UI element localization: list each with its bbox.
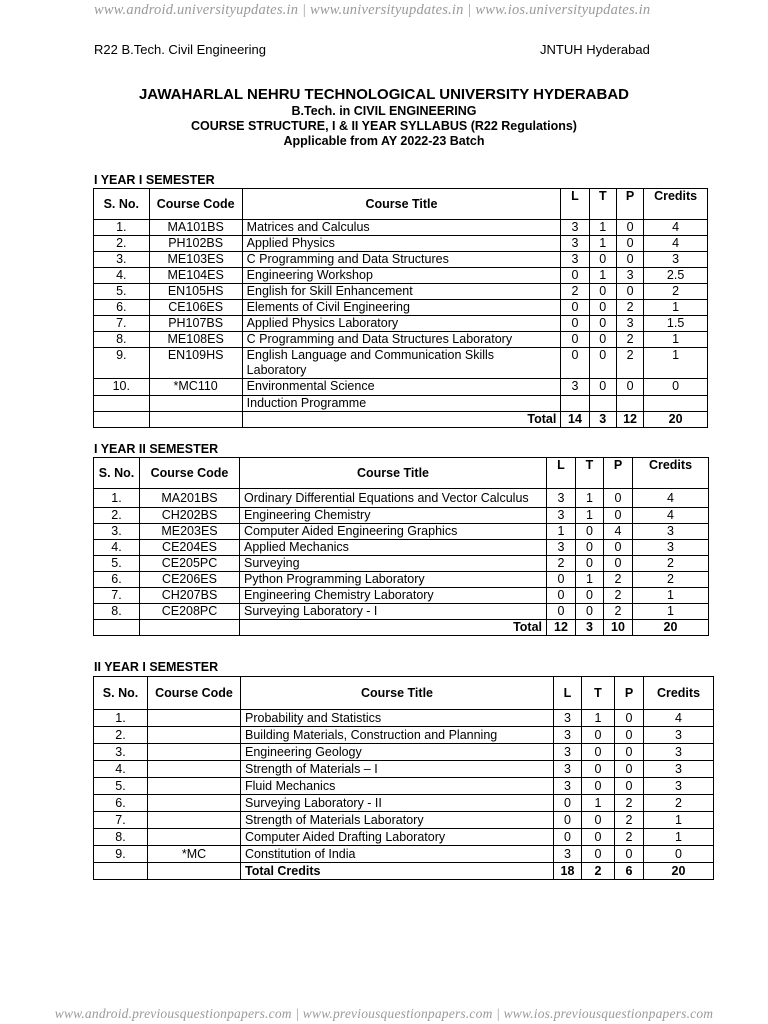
t-header: T xyxy=(582,677,615,710)
row-course-code: ME104ES xyxy=(149,268,242,284)
table-row xyxy=(94,524,709,540)
row-credits: 3 xyxy=(644,761,714,778)
row-credits: 1 xyxy=(644,300,708,316)
title-block xyxy=(0,86,768,149)
row-practical: 2 xyxy=(616,348,643,379)
row-tutorial: 1 xyxy=(582,795,615,812)
row-course-code: PH107BS xyxy=(149,316,242,332)
header-regulation: R22 B.Tech. Civil Engineering xyxy=(94,42,266,57)
row-sno: 5. xyxy=(94,284,150,300)
table-row xyxy=(94,379,708,396)
row-course-title: Surveying xyxy=(240,556,547,572)
table-row xyxy=(94,220,708,236)
table-row xyxy=(94,761,714,778)
row-lecture: 0 xyxy=(547,588,576,604)
row-credits: 1 xyxy=(633,588,709,604)
row-course-code xyxy=(148,812,241,829)
row-course-code xyxy=(148,744,241,761)
row-course-code: CH207BS xyxy=(140,588,240,604)
row-credits: 2.5 xyxy=(644,268,708,284)
row-lecture: 2 xyxy=(561,284,589,300)
row-sno: 9. xyxy=(94,846,148,863)
row-course-title: C Programming and Data Structures xyxy=(242,252,561,268)
row-tutorial: 0 xyxy=(582,829,615,846)
row-practical: 2 xyxy=(615,795,644,812)
row-course-title: Engineering Chemistry xyxy=(240,508,547,524)
row-tutorial: 0 xyxy=(582,744,615,761)
row-tutorial: 0 xyxy=(582,846,615,863)
table-row xyxy=(94,236,708,252)
row-tutorial: 0 xyxy=(576,556,604,572)
total-t: 3 xyxy=(589,412,616,428)
row-course-code: ME203ES xyxy=(140,524,240,540)
total-l: 12 xyxy=(547,620,576,636)
row-lecture: 2 xyxy=(547,556,576,572)
sem3-table xyxy=(93,676,714,880)
total-empty-code xyxy=(148,863,241,880)
row-course-title: Elements of Civil Engineering xyxy=(242,300,561,316)
row-sno xyxy=(94,396,150,412)
row-sno: 1. xyxy=(94,489,140,508)
code-header: Course Code xyxy=(149,189,242,220)
title-header: Course Title xyxy=(241,677,554,710)
row-course-code xyxy=(148,727,241,744)
total-label: Total Credits xyxy=(241,863,554,880)
row-practical: 0 xyxy=(604,540,633,556)
row-practical: 0 xyxy=(616,284,643,300)
row-tutorial: 1 xyxy=(576,489,604,508)
total-credits: 20 xyxy=(644,412,708,428)
row-lecture: 3 xyxy=(561,379,589,396)
row-course-code: EN109HS xyxy=(149,348,242,379)
row-course-title: Environmental Science xyxy=(242,379,561,396)
row-practical: 0 xyxy=(615,761,644,778)
l-header: L xyxy=(547,458,576,489)
row-tutorial: 0 xyxy=(582,727,615,744)
code-header: Course Code xyxy=(148,677,241,710)
table-row xyxy=(94,489,709,508)
row-course-code: EN105HS xyxy=(149,284,242,300)
row-sno: 7. xyxy=(94,588,140,604)
total-empty-sno xyxy=(94,863,148,880)
row-credits: 4 xyxy=(644,236,708,252)
row-sno: 4. xyxy=(94,268,150,284)
row-tutorial xyxy=(589,396,616,412)
total-row xyxy=(94,620,709,636)
row-tutorial: 0 xyxy=(589,284,616,300)
row-tutorial: 0 xyxy=(582,812,615,829)
row-tutorial: 1 xyxy=(576,572,604,588)
table-row xyxy=(94,540,709,556)
row-credits: 1 xyxy=(633,604,709,620)
row-credits: 4 xyxy=(644,710,714,727)
row-practical: 3 xyxy=(616,268,643,284)
row-sno: 3. xyxy=(94,252,150,268)
row-tutorial: 0 xyxy=(589,379,616,396)
watermark-bottom: www.android.previousquestionpapers.com | www.previousquestionpapers.com | www.ios.previousquestionpapers.com xyxy=(54,1006,714,1021)
row-credits: 3 xyxy=(644,778,714,795)
total-empty-code xyxy=(140,620,240,636)
row-sno: 1. xyxy=(94,710,148,727)
total-p: 6 xyxy=(615,863,644,880)
row-course-title: Applied Physics Laboratory xyxy=(242,316,561,332)
row-course-title: Applied Physics xyxy=(242,236,561,252)
row-lecture: 3 xyxy=(547,508,576,524)
row-credits: 4 xyxy=(633,508,709,524)
table-row xyxy=(94,846,714,863)
row-practical: 2 xyxy=(615,812,644,829)
applicable-title: Applicable from AY 2022-23 Batch xyxy=(283,134,485,148)
total-label: Total xyxy=(242,412,561,428)
row-sno: 8. xyxy=(94,332,150,348)
row-tutorial: 1 xyxy=(576,508,604,524)
row-course-code: MA101BS xyxy=(149,220,242,236)
row-credits: 3 xyxy=(644,744,714,761)
row-lecture: 3 xyxy=(561,220,589,236)
sem2-header-row xyxy=(94,458,709,489)
row-lecture: 3 xyxy=(561,252,589,268)
row-tutorial: 1 xyxy=(589,220,616,236)
sem2-table xyxy=(93,457,709,636)
row-tutorial: 0 xyxy=(582,761,615,778)
row-lecture: 3 xyxy=(554,710,582,727)
table-row xyxy=(94,556,709,572)
row-lecture: 0 xyxy=(547,572,576,588)
row-course-code: PH102BS xyxy=(149,236,242,252)
row-course-title: Induction Programme xyxy=(242,396,561,412)
row-sno: 2. xyxy=(94,727,148,744)
row-lecture: 3 xyxy=(554,778,582,795)
row-course-title: Constitution of India xyxy=(241,846,554,863)
table-row xyxy=(94,252,708,268)
row-lecture: 3 xyxy=(554,846,582,863)
program-title: B.Tech. in CIVIL ENGINEERING xyxy=(291,104,477,118)
row-course-title: English Language and Communication Skills Laboratory xyxy=(242,348,561,379)
total-row xyxy=(94,412,708,428)
table-row xyxy=(94,268,708,284)
table-row xyxy=(94,316,708,332)
row-credits: 2 xyxy=(633,556,709,572)
row-credits: 0 xyxy=(644,379,708,396)
total-label: Total xyxy=(240,620,547,636)
row-sno: 2. xyxy=(94,508,140,524)
total-l: 18 xyxy=(554,863,582,880)
row-tutorial: 0 xyxy=(582,778,615,795)
row-lecture xyxy=(561,396,589,412)
row-course-title: English for Skill Enhancement xyxy=(242,284,561,300)
row-course-code xyxy=(148,795,241,812)
row-practical: 0 xyxy=(616,236,643,252)
total-p: 10 xyxy=(604,620,633,636)
table-row xyxy=(94,829,714,846)
row-course-title: Engineering Workshop xyxy=(242,268,561,284)
sem1-table xyxy=(93,188,708,428)
row-course-title: Matrices and Calculus xyxy=(242,220,561,236)
row-credits: 4 xyxy=(644,220,708,236)
row-credits: 3 xyxy=(644,727,714,744)
row-sno: 8. xyxy=(94,829,148,846)
row-credits: 2 xyxy=(644,795,714,812)
table-row xyxy=(94,348,708,379)
row-lecture: 0 xyxy=(547,604,576,620)
row-practical: 2 xyxy=(604,604,633,620)
table-row xyxy=(94,604,709,620)
p-header: P xyxy=(616,189,643,220)
row-lecture: 0 xyxy=(554,829,582,846)
total-credits: 20 xyxy=(644,863,714,880)
t-header: T xyxy=(576,458,604,489)
l-header: L xyxy=(561,189,589,220)
credits-header: Credits xyxy=(644,677,714,710)
row-lecture: 1 xyxy=(547,524,576,540)
row-tutorial: 1 xyxy=(589,268,616,284)
row-credits: 0 xyxy=(644,846,714,863)
row-course-code: CE208PC xyxy=(140,604,240,620)
row-course-title: Surveying Laboratory - I xyxy=(240,604,547,620)
total-l: 14 xyxy=(561,412,589,428)
row-sno: 4. xyxy=(94,761,148,778)
row-sno: 5. xyxy=(94,778,148,795)
table-row xyxy=(94,396,708,412)
row-practical: 3 xyxy=(616,316,643,332)
row-course-title: Computer Aided Drafting Laboratory xyxy=(241,829,554,846)
sem1-header-row xyxy=(94,189,708,220)
row-lecture: 3 xyxy=(547,489,576,508)
row-sno: 3. xyxy=(94,744,148,761)
row-sno: 6. xyxy=(94,300,150,316)
row-course-title: Engineering Chemistry Laboratory xyxy=(240,588,547,604)
row-lecture: 3 xyxy=(547,540,576,556)
total-t: 3 xyxy=(576,620,604,636)
l-header: L xyxy=(554,677,582,710)
table-row xyxy=(94,588,709,604)
row-practical: 0 xyxy=(604,489,633,508)
row-sno: 7. xyxy=(94,316,150,332)
total-empty-sno xyxy=(94,412,150,428)
table-row xyxy=(94,710,714,727)
row-credits: 3 xyxy=(633,540,709,556)
row-practical: 2 xyxy=(604,588,633,604)
row-credits: 3 xyxy=(633,524,709,540)
row-credits: 1 xyxy=(644,332,708,348)
row-credits: 1 xyxy=(644,812,714,829)
total-row xyxy=(94,863,714,880)
row-sno: 7. xyxy=(94,812,148,829)
row-course-code: MA201BS xyxy=(140,489,240,508)
row-course-code xyxy=(148,778,241,795)
row-sno: 5. xyxy=(94,556,140,572)
row-course-code xyxy=(148,710,241,727)
t-header: T xyxy=(589,189,616,220)
sno-header: S. No. xyxy=(94,189,150,220)
row-sno: 2. xyxy=(94,236,150,252)
row-tutorial: 1 xyxy=(582,710,615,727)
row-credits: 2 xyxy=(633,572,709,588)
total-t: 2 xyxy=(582,863,615,880)
total-empty-sno xyxy=(94,620,140,636)
row-tutorial: 0 xyxy=(589,348,616,379)
row-credits xyxy=(644,396,708,412)
row-tutorial: 0 xyxy=(589,332,616,348)
title-header: Course Title xyxy=(240,458,547,489)
row-practical: 0 xyxy=(616,252,643,268)
row-practical: 0 xyxy=(615,710,644,727)
row-sno: 8. xyxy=(94,604,140,620)
title-header: Course Title xyxy=(242,189,561,220)
sem1-label: I YEAR I SEMESTER xyxy=(94,173,215,187)
total-credits: 20 xyxy=(633,620,709,636)
row-lecture: 3 xyxy=(554,727,582,744)
credits-header: Credits xyxy=(644,189,708,220)
row-lecture: 3 xyxy=(561,236,589,252)
row-credits: 3 xyxy=(644,252,708,268)
table-row xyxy=(94,727,714,744)
table-row xyxy=(94,284,708,300)
row-course-code: CE205PC xyxy=(140,556,240,572)
row-practical: 0 xyxy=(604,508,633,524)
row-practical: 0 xyxy=(615,727,644,744)
total-p: 12 xyxy=(616,412,643,428)
university-title: JAWAHARLAL NEHRU TECHNOLOGICAL UNIVERSITY HYDERABAD xyxy=(138,86,630,103)
row-course-title: Strength of Materials – I xyxy=(241,761,554,778)
row-lecture: 0 xyxy=(554,795,582,812)
code-header: Course Code xyxy=(140,458,240,489)
row-lecture: 3 xyxy=(554,744,582,761)
row-practical: 2 xyxy=(616,332,643,348)
header-university: JNTUH Hyderabad xyxy=(540,42,650,57)
row-tutorial: 1 xyxy=(589,236,616,252)
row-course-title: Applied Mechanics xyxy=(240,540,547,556)
table-row xyxy=(94,812,714,829)
row-credits: 1 xyxy=(644,829,714,846)
credits-header: Credits xyxy=(633,458,709,489)
row-tutorial: 0 xyxy=(589,316,616,332)
row-tutorial: 0 xyxy=(589,252,616,268)
row-practical: 2 xyxy=(616,300,643,316)
row-course-code: CE106ES xyxy=(149,300,242,316)
row-course-code: CE206ES xyxy=(140,572,240,588)
row-tutorial: 0 xyxy=(576,588,604,604)
table-row xyxy=(94,795,714,812)
p-header: P xyxy=(615,677,644,710)
row-practical: 2 xyxy=(615,829,644,846)
row-sno: 4. xyxy=(94,540,140,556)
table-row xyxy=(94,508,709,524)
row-practical: 4 xyxy=(604,524,633,540)
sem3-header-row xyxy=(94,677,714,710)
row-sno: 6. xyxy=(94,795,148,812)
row-credits: 1 xyxy=(644,348,708,379)
table-row xyxy=(94,300,708,316)
row-practical: 0 xyxy=(615,846,644,863)
row-course-title: Python Programming Laboratory xyxy=(240,572,547,588)
row-course-title: Strength of Materials Laboratory xyxy=(241,812,554,829)
row-practical xyxy=(616,396,643,412)
row-credits: 4 xyxy=(633,489,709,508)
row-sno: 10. xyxy=(94,379,150,396)
sno-header: S. No. xyxy=(94,677,148,710)
row-lecture: 0 xyxy=(561,348,589,379)
row-course-code: *MC xyxy=(148,846,241,863)
table-row xyxy=(94,744,714,761)
table-row xyxy=(94,572,709,588)
sno-header: S. No. xyxy=(94,458,140,489)
row-practical: 0 xyxy=(616,220,643,236)
sem2-label: I YEAR II SEMESTER xyxy=(94,442,219,456)
row-practical: 0 xyxy=(604,556,633,572)
row-course-title: Engineering Geology xyxy=(241,744,554,761)
sem3-label: II YEAR I SEMESTER xyxy=(94,660,219,674)
row-course-title: Probability and Statistics xyxy=(241,710,554,727)
watermark-top: www.android.universityupdates.in | www.universityupdates.in | www.ios.universityupdates.in xyxy=(94,2,651,18)
row-course-code xyxy=(149,396,242,412)
row-sno: 3. xyxy=(94,524,140,540)
row-course-code: CH202BS xyxy=(140,508,240,524)
row-tutorial: 0 xyxy=(576,604,604,620)
row-course-code: CE204ES xyxy=(140,540,240,556)
row-course-title: Surveying Laboratory - II xyxy=(241,795,554,812)
table-row xyxy=(94,778,714,795)
row-course-title: Building Materials, Construction and Planning xyxy=(241,727,554,744)
row-course-code xyxy=(148,829,241,846)
row-practical: 2 xyxy=(604,572,633,588)
row-lecture: 0 xyxy=(554,812,582,829)
row-course-title: Fluid Mechanics xyxy=(241,778,554,795)
row-tutorial: 0 xyxy=(589,300,616,316)
row-lecture: 3 xyxy=(554,761,582,778)
row-course-title: Computer Aided Engineering Graphics xyxy=(240,524,547,540)
total-empty-code xyxy=(149,412,242,428)
row-practical: 0 xyxy=(615,744,644,761)
table-row xyxy=(94,332,708,348)
row-course-code xyxy=(148,761,241,778)
row-lecture: 0 xyxy=(561,300,589,316)
row-credits: 1.5 xyxy=(644,316,708,332)
row-credits: 2 xyxy=(644,284,708,300)
row-lecture: 0 xyxy=(561,332,589,348)
row-course-title: Ordinary Differential Equations and Vector Calculus xyxy=(240,489,547,508)
row-course-code: ME108ES xyxy=(149,332,242,348)
structure-title: COURSE STRUCTURE, I & II YEAR SYLLABUS (R22 Regulations) xyxy=(191,119,577,133)
row-sno: 1. xyxy=(94,220,150,236)
row-practical: 0 xyxy=(615,778,644,795)
row-practical: 0 xyxy=(616,379,643,396)
row-tutorial: 0 xyxy=(576,524,604,540)
row-sno: 9. xyxy=(94,348,150,379)
row-course-code: ME103ES xyxy=(149,252,242,268)
row-lecture: 0 xyxy=(561,316,589,332)
row-course-code: *MC110 xyxy=(149,379,242,396)
p-header: P xyxy=(604,458,633,489)
row-sno: 6. xyxy=(94,572,140,588)
row-tutorial: 0 xyxy=(576,540,604,556)
row-lecture: 0 xyxy=(561,268,589,284)
row-course-title: C Programming and Data Structures Laboratory xyxy=(242,332,561,348)
